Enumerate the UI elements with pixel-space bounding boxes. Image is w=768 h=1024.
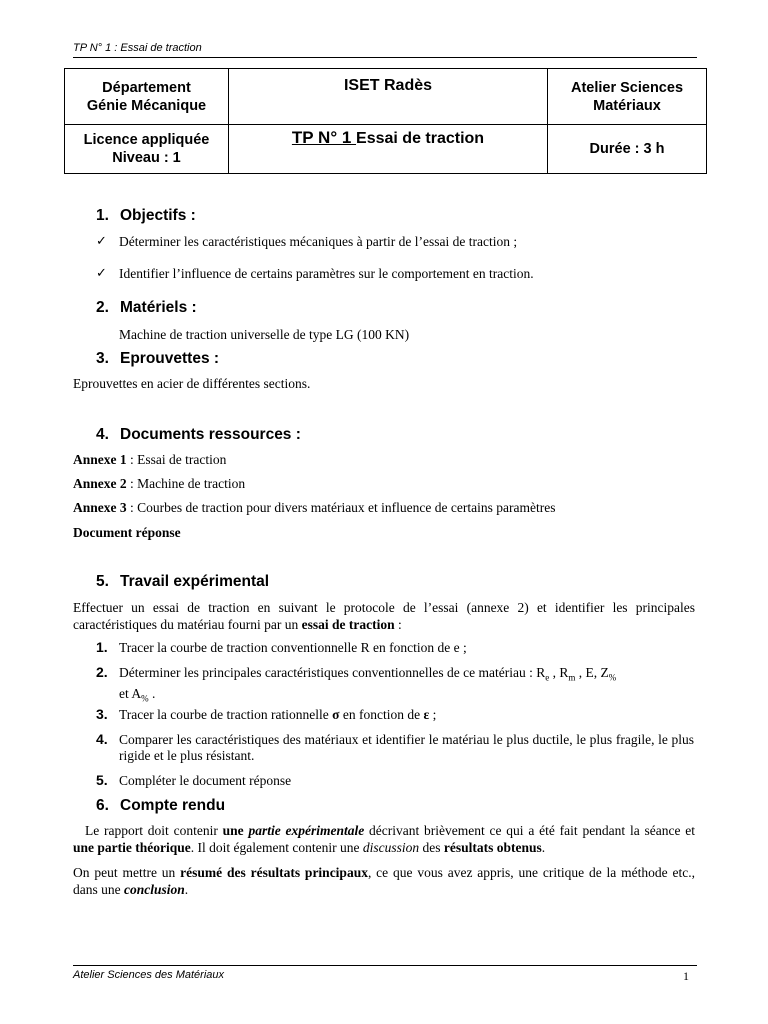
section-materiels-heading: 2. Matériels : <box>96 299 197 316</box>
step-number-3: 3. <box>96 706 108 722</box>
epsilon-symbol: ε <box>423 707 430 722</box>
step-3: Tracer la courbe de traction rationnelle σ en fonction de ε ; <box>119 707 437 722</box>
section-compte-rendu-heading: 6. Compte rendu <box>96 797 226 814</box>
section-eprouvettes-heading: 3. Eprouvettes : <box>96 350 220 367</box>
header-rule <box>73 57 697 58</box>
tp-cell <box>229 125 548 174</box>
objective-item-2: Identifier l’influence de certains paramètres sur le comportement en traction. <box>119 266 534 281</box>
objective-item-1: Déterminer les caractéristiques mécaniques à partir de l’essai de traction ; <box>119 234 518 249</box>
atelier-cell <box>548 69 707 125</box>
eprouvettes-text: Eprouvettes en acier de différentes sections. <box>73 376 311 391</box>
tp-label: TP N° 1 <box>291 128 357 147</box>
step-4: Comparer les caractéristiques des matériaux et identifier le matériau le plus ductile, le plus fragile, le plus rigide et le plus résistant. <box>119 732 694 763</box>
annexe-1: Annexe 1 : Essai de traction <box>73 452 227 467</box>
compte-rendu-p1: Le rapport doit contenir une partie expérimentale décrivant brièvement ce qui a été fait pendant la séance et une partie théorique. Il doit également contenir une discussion des résultats obtenus. <box>73 823 696 855</box>
duration-cell <box>548 125 707 174</box>
section-documents-heading: 4. Documents ressources : <box>96 426 301 443</box>
department-line1: Département <box>102 79 191 96</box>
step-5: Compléter le document réponse <box>119 773 292 788</box>
running-header: TP N° 1 : Essai de traction <box>73 42 202 54</box>
materiels-text: Machine de traction universelle de type LG (100 KN) <box>119 327 410 342</box>
step-2: Déterminer les principales caractéristiques conventionnelles de ce matériau : $R_e$ , $R_m$ , E, $Z_{\%}$ et $A_{\%}$ . <box>119 665 617 704</box>
section-objectifs-heading: 1. Objectifs : <box>96 207 196 224</box>
footer-text: Atelier Sciences des Matériaux <box>73 969 225 981</box>
page-number: 1 <box>683 969 689 983</box>
step-number-1: 1. <box>96 639 108 655</box>
annexe-3: Annexe 3 : Courbes de traction pour divers matériaux et influence de certains paramètres <box>73 500 556 515</box>
section-travail-heading: 5. Travail expérimental <box>96 573 270 590</box>
checkmark-icon: ✓ <box>96 266 107 281</box>
footer-rule <box>73 965 697 966</box>
atelier-line2: Matériaux <box>593 97 661 114</box>
step-number-4: 4. <box>96 731 108 747</box>
licence-line2: Niveau : 1 <box>112 150 181 166</box>
licence-line1: Licence appliquée <box>83 132 210 148</box>
school-name: ISET Radès <box>343 77 433 94</box>
atelier-line1: Atelier Sciences <box>570 79 684 96</box>
travail-intro: Effectuer un essai de traction en suivant le protocole de l’essai (annexe 2) et identifier les principales caractéristiques du matériau fourni par un essai de traction : <box>73 600 695 632</box>
header-table <box>64 68 707 174</box>
duration-text: Durée : 3 h <box>589 141 665 157</box>
department-line2: Génie Mécanique <box>86 97 207 114</box>
annexe-2: Annexe 2 : Machine de traction <box>73 476 246 491</box>
school-cell <box>229 69 548 125</box>
department-cell <box>65 69 229 125</box>
licence-cell <box>65 125 229 174</box>
step-1: Tracer la courbe de traction conventionnelle R en fonction de e ; <box>119 640 467 655</box>
checkmark-icon: ✓ <box>96 234 107 249</box>
step-number-2: 2. <box>96 664 108 680</box>
tp-title: Essai de traction <box>356 130 485 147</box>
document-reponse: Document réponse <box>73 525 181 540</box>
step-number-5: 5. <box>96 772 108 788</box>
compte-rendu-p2: On peut mettre un résumé des résultats principaux, ce que vous avez appris, une critique de la méthode etc., dans une conclusion. <box>73 865 695 897</box>
sigma-symbol: σ <box>332 707 340 722</box>
